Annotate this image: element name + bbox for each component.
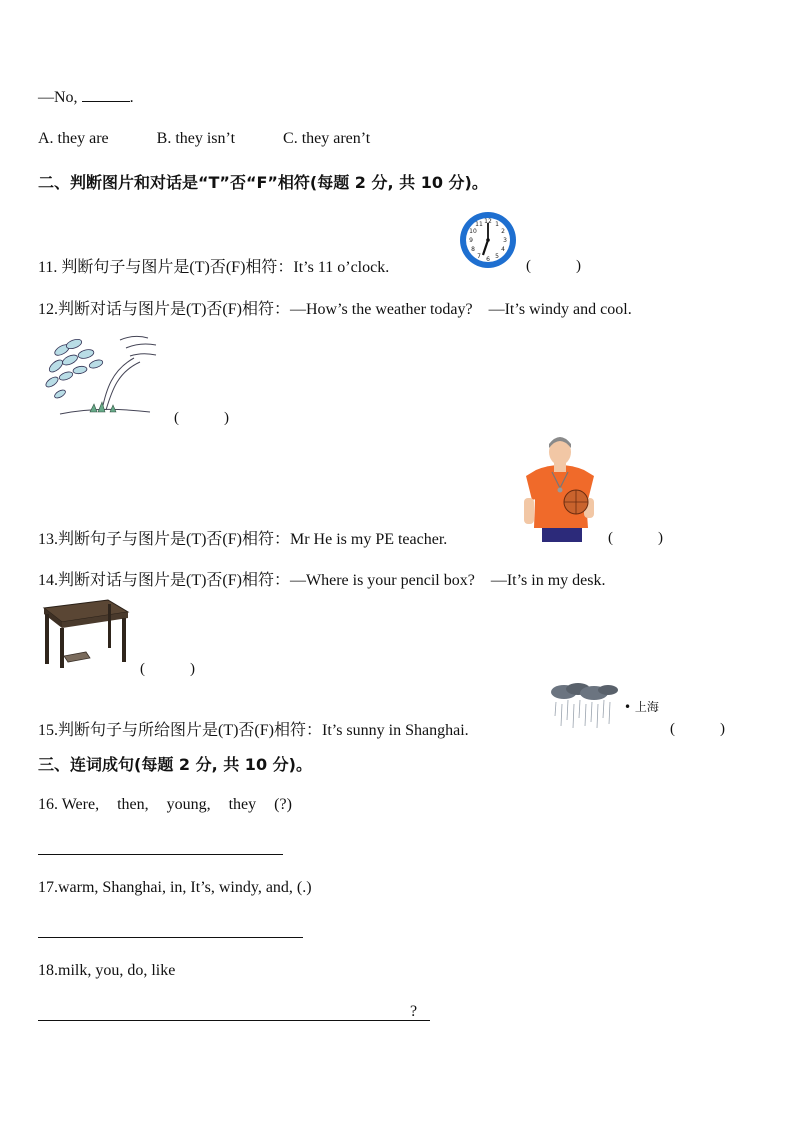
svg-text:6: 6 xyxy=(486,256,490,263)
word: young, xyxy=(166,796,211,813)
section-3-title: 三、连词成句(每题 2 分, 共 10 分)。 xyxy=(38,755,312,774)
svg-text:3: 3 xyxy=(503,237,507,244)
pe-teacher-image xyxy=(522,436,598,542)
section-2-title: 二、判断图片和对话是“T”否“F”相符(每题 2 分, 共 10 分)。 xyxy=(38,173,488,192)
answer-paren-11[interactable]: ( ) xyxy=(526,258,581,274)
svg-text:7: 7 xyxy=(477,253,481,260)
question-11: 11. 判断句子与图片是(T)否(F)相符：It’s 11 o’clock. xyxy=(38,259,390,276)
svg-text:8: 8 xyxy=(471,246,475,253)
svg-text:4: 4 xyxy=(501,246,505,253)
windy-tree-image xyxy=(40,328,170,418)
svg-text:1: 1 xyxy=(495,221,499,228)
answer-paren-13[interactable]: ( ) xyxy=(608,530,663,546)
question-12: 12.判断对话与图片是(T)否(F)相符：—How’s the weather today? —It’s windy and cool. xyxy=(38,301,632,318)
svg-text:10: 10 xyxy=(469,228,477,235)
svg-text:9: 9 xyxy=(469,237,473,244)
svg-text:11: 11 xyxy=(475,221,483,228)
question-mark-18: ? xyxy=(410,1003,418,1020)
word: (?) xyxy=(274,796,292,813)
option-c[interactable]: C. they aren’t xyxy=(283,130,371,147)
svg-text:2: 2 xyxy=(501,228,505,235)
question-17: 17.warm, Shanghai, in, It’s, windy, and, (.) xyxy=(38,879,312,896)
answer-paren-14[interactable]: ( ) xyxy=(140,661,195,677)
question-13: 13.判断句子与图片是(T)否(F)相符：Mr He is my PE teacher. xyxy=(38,531,448,548)
desk-image xyxy=(38,598,130,670)
shanghai-map-label: • 上海 xyxy=(624,700,659,714)
word: 16. Were, xyxy=(38,796,100,813)
option-b[interactable]: B. they isn’t xyxy=(156,130,236,147)
answer-line-17[interactable] xyxy=(38,937,303,938)
answer-paren-15[interactable]: ( ) xyxy=(670,721,725,737)
options-row xyxy=(38,130,370,148)
question-14: 14.判断对话与图片是(T)否(F)相符：—Where is your pencil box? —It’s in my desk. xyxy=(38,572,606,589)
option-a[interactable]: A. they are xyxy=(38,130,109,147)
answer-line-18[interactable] xyxy=(38,1020,430,1021)
word: they xyxy=(228,796,257,813)
answer-paren-12[interactable]: ( ) xyxy=(174,410,229,426)
clock-image xyxy=(458,210,518,270)
question-16 xyxy=(38,796,292,814)
word: then, xyxy=(117,796,149,813)
answer-suffix: . xyxy=(129,89,134,106)
rain-cloud-image xyxy=(548,682,620,732)
question-18: 18.milk, you, do, like xyxy=(38,962,176,979)
svg-text:5: 5 xyxy=(495,253,499,260)
answer-blank[interactable] xyxy=(82,89,130,102)
answer-prefix: —No, xyxy=(38,89,78,106)
answer-line xyxy=(38,89,134,107)
question-15: 15.判断句子与所给图片是(T)否(F)相符：It’s sunny in Shanghai. xyxy=(38,722,469,739)
svg-text:12: 12 xyxy=(484,218,492,225)
answer-line-16[interactable] xyxy=(38,854,283,855)
